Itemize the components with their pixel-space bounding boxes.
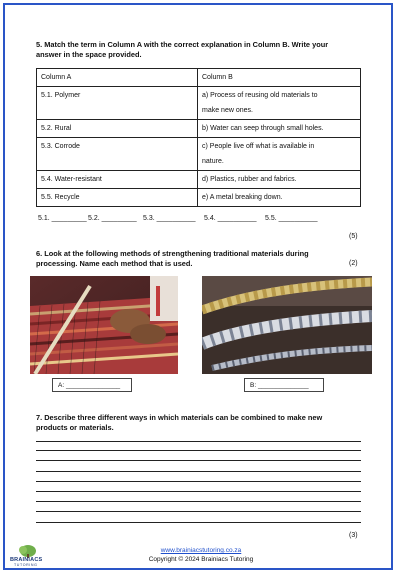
website-link[interactable]: www.brainiacstutoring.co.za [160,547,242,554]
explanation-cell: d) Plastics, rubber and fabrics. [198,171,361,189]
explanation-line: make new ones. [202,107,253,114]
table-row [37,120,361,138]
answer-line[interactable] [36,502,361,512]
weaving-photo [30,276,178,374]
q5-heading-line2: answer in the space provided. [36,50,142,59]
term-cell: 5.3. Corrode [37,138,198,171]
answer-line[interactable] [36,512,361,522]
copyright-text: Copyright © 2024 Brainiacs Tutoring [148,556,254,563]
table-header-row [37,69,361,87]
table-row [37,138,361,171]
q6-heading [36,249,336,269]
answer-line[interactable] [36,492,361,502]
q6-heading-line1: 6. Look at the following methods of strengthening traditional materials during [36,249,309,258]
explanation-line: nature. [202,158,224,165]
footer [0,547,402,563]
q7-heading-line1: 7. Describe three different ways in which materials can be combined to make new [36,413,323,422]
q6-heading-line2: processing. Name each method that is used. [36,259,193,268]
explanation-cell: b) Water can seep through small holes. [198,120,361,138]
term-cell: 5.2. Rural [37,120,198,138]
term-cell: 5.5. Recycle [37,189,198,207]
twisted-fibres-photo [202,276,372,374]
answer-lines[interactable] [36,441,361,523]
explanation-cell [198,138,361,171]
q6-marks: (2) [349,260,358,267]
table-row [37,189,361,207]
q5-heading [36,40,366,60]
table-row [37,171,361,189]
q7-heading [36,413,366,433]
q5-heading-line1: 5. Match the term in Column A with the correct explanation in Column B. Write your [36,40,329,49]
answer-line[interactable] [36,441,361,451]
answer-b-box[interactable]: B: ______________ [244,378,324,392]
q7-marks: (3) [349,532,358,539]
q7-heading-line2: products or materials. [36,423,114,432]
answer-5-1[interactable]: 5.1. _________ [38,215,87,222]
answer-5-4[interactable]: 5.4. __________ [204,215,257,222]
table-row [37,87,361,120]
answer-line[interactable] [36,482,361,492]
q5-marks: (5) [349,233,358,240]
explanation-line: a) Process of reusing old materials to [202,92,318,99]
explanation-line: c) People live off what is available in [202,143,315,150]
answer-5-5[interactable]: 5.5. __________ [265,215,318,222]
explanation-cell [198,87,361,120]
column-a-header: Column A [37,69,198,87]
answer-a-box[interactable]: A: _______________ [52,378,132,392]
term-cell: 5.4. Water-resistant [37,171,198,189]
answer-line[interactable] [36,472,361,482]
answer-line[interactable] [36,461,361,471]
term-cell: 5.1. Polymer [37,87,198,120]
matching-table [36,68,361,207]
logo-subtext: TUTORING [14,563,38,567]
logo-text: BRAINIACS [10,557,43,563]
answer-5-2[interactable]: 5.2. _________ [88,215,137,222]
column-b-header: Column B [198,69,361,87]
answer-5-3[interactable]: 5.3. __________ [143,215,196,222]
explanation-cell: e) A metal breaking down. [198,189,361,207]
answer-line[interactable] [36,451,361,461]
